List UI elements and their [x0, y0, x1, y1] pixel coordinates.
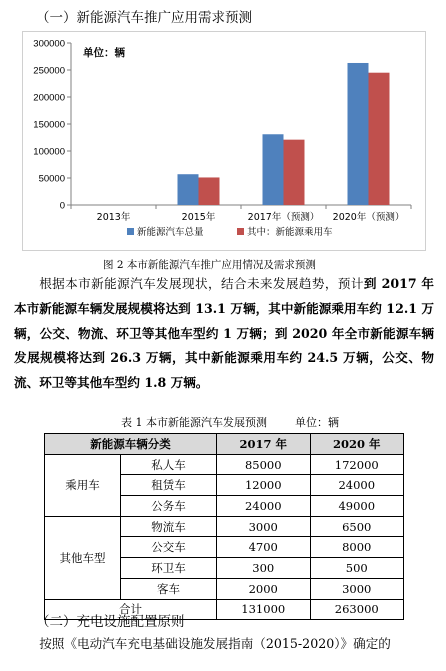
legend-swatch [237, 228, 244, 235]
forecast-table [44, 433, 404, 620]
y-tick-label: 0 [59, 200, 65, 212]
row-value-2017: 3000 [217, 516, 311, 537]
bar-total [348, 63, 369, 205]
bar-total [178, 174, 199, 205]
total-2017: 131000 [217, 599, 311, 620]
x-tick-label: 2020年（预测） [332, 212, 405, 223]
row-value-2017: 300 [217, 558, 311, 579]
table-row [45, 454, 404, 475]
row-value-2020: 6500 [310, 516, 404, 537]
x-tick-label: 2013年 [96, 212, 131, 223]
bar-passenger [284, 140, 305, 205]
forecast-paragraph [14, 272, 434, 396]
principles-text: 按照《电动汽车充电基础设施发展指南（2015-2020）》确定的 [39, 636, 391, 651]
bar-passenger [369, 73, 390, 205]
paragraph-forecast-figures: 到 2017 年本市新能源车辆发展规模将达到 13.1 万辆，其中新能源乘用车约 12.1 万辆，公交、物流、环卫等其他车型约 1 万辆；到 2020 年全市新能源车辆发展规模将达到 26.3 万辆，其中新能源乘用车约 24.5 万辆，公交、物流、环卫等其他车型约 1.8 万辆。 [14, 276, 434, 391]
row-subcategory: 环卫车 [121, 558, 217, 579]
row-value-2020: 24000 [310, 475, 404, 496]
paragraph-intro: 根据本市新能源汽车发展现状，结合未来发展趋势，预计 [39, 276, 364, 291]
section-heading-charging-principles: （二）充电设施配置原则 [36, 614, 185, 630]
row-value-2017: 24000 [217, 496, 311, 517]
group-passenger: 乘用车 [45, 454, 121, 516]
y-tick-label: 50000 [38, 173, 65, 185]
y-tick-label: 250000 [33, 65, 65, 77]
unit-label: 单位：辆 [83, 47, 125, 59]
bar-total [263, 134, 284, 205]
y-tick-label: 100000 [33, 146, 65, 158]
x-tick-label: 2015年 [181, 212, 216, 223]
principles-paragraph [14, 632, 434, 657]
group-other: 其他车型 [45, 516, 121, 599]
y-tick-label: 200000 [33, 92, 65, 104]
row-value-2020: 500 [310, 558, 404, 579]
x-tick-label: 2017年（预测） [247, 212, 320, 223]
row-subcategory: 公交车 [121, 537, 217, 558]
table-row [45, 516, 404, 537]
bar-passenger [199, 177, 220, 205]
y-tick-label: 300000 [33, 38, 65, 50]
row-subcategory: 客车 [121, 578, 217, 599]
row-value-2020: 172000 [310, 454, 404, 475]
legend-label: 其中：新能源乘用车 [247, 227, 333, 238]
bar-chart [23, 32, 427, 252]
row-subcategory: 私人车 [121, 454, 217, 475]
total-label: 合计 [45, 599, 217, 620]
legend-label: 新能源汽车总量 [137, 227, 204, 238]
chart-frame [22, 31, 426, 251]
y-tick-label: 150000 [33, 119, 65, 131]
table-caption: 表 1 本市新能源汽车发展预测 单位：辆 [121, 416, 339, 429]
row-value-2020: 49000 [310, 496, 404, 517]
row-value-2017: 4700 [217, 537, 311, 558]
row-value-2020: 3000 [310, 578, 404, 599]
row-value-2017: 12000 [217, 475, 311, 496]
legend-swatch [127, 228, 134, 235]
header-category: 新能源车辆分类 [45, 434, 217, 455]
row-subcategory: 物流车 [121, 516, 217, 537]
row-subcategory: 租赁车 [121, 475, 217, 496]
section-heading-demand-forecast: （一）新能源汽车推广应用需求预测 [36, 10, 252, 26]
row-subcategory: 公务车 [121, 496, 217, 517]
total-2020: 263000 [310, 599, 404, 620]
row-value-2020: 8000 [310, 537, 404, 558]
table-header-row [45, 434, 404, 455]
row-value-2017: 85000 [217, 454, 311, 475]
header-2017: 2017 年 [217, 434, 311, 455]
figure-caption: 图 2 本市新能源汽车推广应用情况及需求预测 [103, 259, 316, 271]
row-value-2017: 2000 [217, 578, 311, 599]
header-2020: 2020 年 [310, 434, 404, 455]
